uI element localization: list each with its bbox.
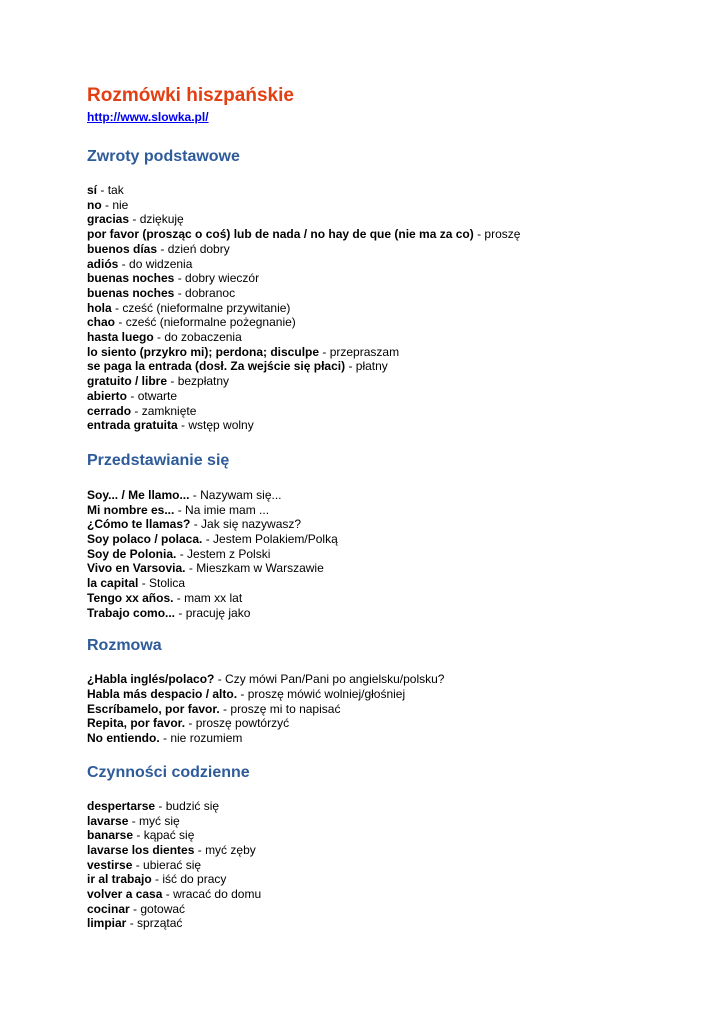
- separator: -: [167, 374, 178, 389]
- separator: -: [131, 403, 142, 418]
- separator: -: [214, 672, 226, 687]
- spanish-term: la capital: [87, 576, 139, 591]
- spanish-term: por favor (prosząc o coś) lub de nada / no hay de que (nie ma za co): [87, 227, 474, 242]
- section-title: Zwroty podstawowe: [87, 148, 240, 165]
- polish-translation: mam xx lat: [184, 590, 243, 605]
- section-title: Rozmowa: [87, 637, 162, 655]
- phrase-entry: [87, 315, 687, 330]
- spanish-term: gratuito / libre: [87, 374, 168, 389]
- spanish-term: limpiar: [87, 916, 127, 931]
- spanish-term: Mi nombre es...: [87, 502, 175, 517]
- separator: -: [155, 798, 166, 813]
- phrase-entry: [87, 532, 687, 547]
- spanish-term: chao: [87, 315, 116, 330]
- separator: -: [194, 842, 206, 857]
- polish-translation: Stolica: [149, 576, 186, 591]
- polish-translation: proszę powtórzyć: [195, 716, 290, 731]
- separator: -: [157, 241, 168, 256]
- spanish-term: abierto: [87, 388, 128, 403]
- separator: -: [189, 487, 201, 502]
- spanish-term: sí: [87, 183, 98, 197]
- separator: -: [175, 605, 186, 620]
- phrase-list: [87, 488, 687, 620]
- polish-translation: pracuję jako: [185, 605, 251, 620]
- spanish-term: Repita, por favor.: [87, 716, 186, 731]
- spanish-term: Vivo en Varsovia.: [87, 561, 186, 576]
- phrase-entry: [87, 872, 687, 887]
- separator: -: [126, 916, 138, 931]
- phrase-entry: [87, 731, 687, 746]
- polish-translation: Jestem Polakiem/Polką: [213, 532, 338, 547]
- phrase-entry: [87, 606, 687, 621]
- polish-translation: gotować: [140, 901, 186, 916]
- spanish-term: buenos días: [87, 241, 158, 256]
- polish-translation: wracać do domu: [173, 887, 262, 902]
- phrase-entry: [87, 561, 687, 576]
- polish-translation: dobry wieczór: [185, 271, 260, 286]
- phrase-entry: [87, 345, 687, 360]
- spanish-term: hola: [87, 300, 112, 315]
- separator: -: [173, 590, 185, 605]
- phrase-entry: [87, 858, 687, 873]
- phrase-entry: [87, 716, 687, 731]
- phrase-entry: [87, 404, 687, 419]
- spanish-term: volver a casa: [87, 887, 163, 902]
- separator: -: [159, 731, 171, 746]
- section-conversation: [87, 636, 687, 746]
- phrase-list: [87, 672, 687, 746]
- separator: -: [219, 701, 231, 716]
- separator: -: [473, 227, 485, 242]
- polish-translation: bezpłatny: [177, 374, 230, 389]
- polish-translation: przepraszam: [329, 344, 400, 359]
- polish-translation: iść do pracy: [162, 872, 227, 887]
- polish-translation: cześć (nieformalne pożegnanie): [125, 315, 296, 330]
- spanish-term: cocinar: [87, 901, 130, 916]
- polish-translation: Na imie mam ...: [185, 502, 270, 517]
- polish-translation: dziękuję: [139, 212, 184, 227]
- spanish-term: ir al trabajo: [87, 872, 152, 887]
- separator: -: [185, 716, 196, 731]
- spanish-term: No entiendo.: [87, 731, 160, 746]
- polish-translation: nie rozumiem: [170, 731, 243, 746]
- phrase-entry: [87, 227, 687, 242]
- spanish-term: vestirse: [87, 857, 133, 872]
- separator: -: [174, 285, 186, 300]
- phrase-entry: [87, 828, 687, 843]
- spanish-term: lavarse: [87, 813, 129, 828]
- polish-translation: proszę mówić wolniej/głośniej: [247, 686, 406, 701]
- spanish-term: cerrado: [87, 403, 132, 418]
- phrase-entry: [87, 212, 687, 227]
- section-introductions: [87, 451, 687, 620]
- polish-translation: płatny: [355, 359, 388, 374]
- phrase-entry: [87, 359, 687, 374]
- phrase-entry: [87, 916, 687, 931]
- phrase-entry: [87, 286, 687, 301]
- section-daily-activities: [87, 763, 687, 931]
- polish-translation: cześć (nieformalne przywitanie): [122, 300, 291, 315]
- spanish-term: hasta luego: [87, 330, 154, 345]
- polish-translation: do widzenia: [129, 256, 193, 271]
- spanish-term: se paga la entrada (dosł. Za wejście się płaci): [87, 359, 346, 374]
- separator: -: [162, 887, 174, 902]
- phrase-entry: [87, 672, 687, 687]
- spanish-term: despertarse: [87, 798, 156, 813]
- separator: -: [190, 517, 202, 532]
- phrase-entry: [87, 257, 687, 272]
- separator: -: [153, 330, 165, 345]
- phrase-entry: [87, 242, 687, 257]
- separator: -: [237, 686, 248, 701]
- phrase-list: [87, 183, 687, 433]
- separator: -: [151, 872, 163, 887]
- polish-translation: proszę: [484, 227, 521, 242]
- separator: -: [176, 546, 188, 561]
- phrase-entry: [87, 843, 687, 858]
- spanish-term: Habla más despacio / alto.: [87, 686, 238, 701]
- phrase-entry: [87, 902, 687, 917]
- spanish-term: Soy de Polonia.: [87, 546, 177, 561]
- separator: -: [118, 256, 130, 271]
- phrase-entry: [87, 887, 687, 902]
- separator: -: [129, 901, 141, 916]
- polish-translation: zamknięte: [141, 403, 197, 418]
- phrase-entry: [87, 517, 687, 532]
- spanish-term: ¿Habla inglés/polaco?: [87, 672, 215, 687]
- polish-translation: ubierać się: [143, 857, 202, 872]
- separator: -: [174, 502, 186, 517]
- phrase-entry: [87, 591, 687, 606]
- separator: -: [111, 300, 123, 315]
- phrase-entry: [87, 271, 687, 286]
- spanish-term: adiós: [87, 256, 119, 271]
- separator: -: [128, 813, 140, 828]
- separator: -: [127, 388, 138, 403]
- phrase-entry: [87, 687, 687, 702]
- polish-translation: nie: [112, 197, 129, 212]
- polish-translation: dzień dobry: [167, 241, 230, 256]
- separator: -: [174, 271, 186, 286]
- polish-translation: myć zęby: [205, 842, 256, 857]
- separator: -: [115, 315, 126, 330]
- spanish-term: lo siento (przykro mi); perdona; disculpe: [87, 344, 320, 359]
- source-link[interactable]: http://www.slowka.pl/: [87, 110, 209, 124]
- phrase-entry: [87, 418, 687, 433]
- polish-translation: myć się: [139, 813, 180, 828]
- polish-translation: budzić się: [165, 798, 220, 813]
- polish-translation: tak: [107, 183, 124, 197]
- polish-translation: Nazywam się...: [200, 487, 282, 502]
- spanish-term: ¿Cómo te llamas?: [87, 517, 191, 532]
- spanish-term: no: [87, 197, 102, 212]
- phrase-entry: [87, 488, 687, 503]
- polish-translation: wstęp wolny: [188, 418, 254, 433]
- phrase-entry: [87, 547, 687, 562]
- spanish-term: Soy polaco / polaca.: [87, 532, 203, 547]
- polish-translation: dobranoc: [185, 285, 236, 300]
- phrase-entry: [87, 198, 687, 213]
- separator: -: [97, 183, 108, 197]
- spanish-term: lavarse los dientes: [87, 842, 195, 857]
- phrase-list: [87, 799, 687, 931]
- separator: -: [129, 212, 140, 227]
- section-title: Czynności codzienne: [87, 763, 250, 781]
- polish-translation: Jestem z Polski: [187, 546, 271, 561]
- spanish-term: buenas noches: [87, 285, 175, 300]
- spanish-term: gracias: [87, 212, 130, 227]
- section-title: Przedstawianie się: [87, 451, 230, 469]
- spanish-term: Tengo xx años.: [87, 590, 174, 605]
- separator: -: [202, 532, 214, 547]
- phrase-entry: [87, 576, 687, 591]
- polish-translation: Czy mówi Pan/Pani po angielsku/polsku?: [225, 672, 445, 687]
- separator: -: [101, 197, 113, 212]
- polish-translation: do zobaczenia: [164, 330, 242, 345]
- phrase-entry: [87, 814, 687, 829]
- polish-translation: kąpać się: [143, 828, 195, 843]
- separator: -: [319, 344, 330, 359]
- polish-translation: proszę mi to napisać: [230, 701, 341, 716]
- separator: -: [133, 828, 144, 843]
- separator: -: [345, 359, 356, 374]
- polish-translation: otwarte: [137, 388, 178, 403]
- phrase-entry: [87, 374, 687, 389]
- spanish-term: buenas noches: [87, 271, 175, 286]
- phrase-entry: [87, 799, 687, 814]
- spanish-term: Trabajo como...: [87, 605, 176, 620]
- polish-translation: Jak się nazywasz?: [201, 517, 302, 532]
- phrase-entry: [87, 702, 687, 717]
- separator: -: [185, 561, 197, 576]
- document-title: Rozmówki hiszpańskie: [87, 85, 294, 106]
- document-content: [87, 84, 687, 931]
- spanish-term: banarse: [87, 828, 134, 843]
- spanish-term: Escríbamelo, por favor.: [87, 701, 220, 716]
- phrase-entry: [87, 330, 687, 345]
- polish-translation: Mieszkam w Warszawie: [196, 561, 324, 576]
- polish-translation: sprzątać: [137, 916, 183, 931]
- spanish-term: Soy... / Me llamo...: [87, 487, 190, 502]
- phrase-entry: [87, 389, 687, 404]
- phrase-entry: [87, 301, 687, 316]
- separator: -: [138, 576, 150, 591]
- separator: -: [177, 418, 189, 433]
- section-basic-phrases: [87, 147, 687, 433]
- spanish-term: entrada gratuita: [87, 418, 178, 433]
- phrase-entry: [87, 183, 687, 198]
- separator: -: [132, 857, 144, 872]
- phrase-entry: [87, 503, 687, 518]
